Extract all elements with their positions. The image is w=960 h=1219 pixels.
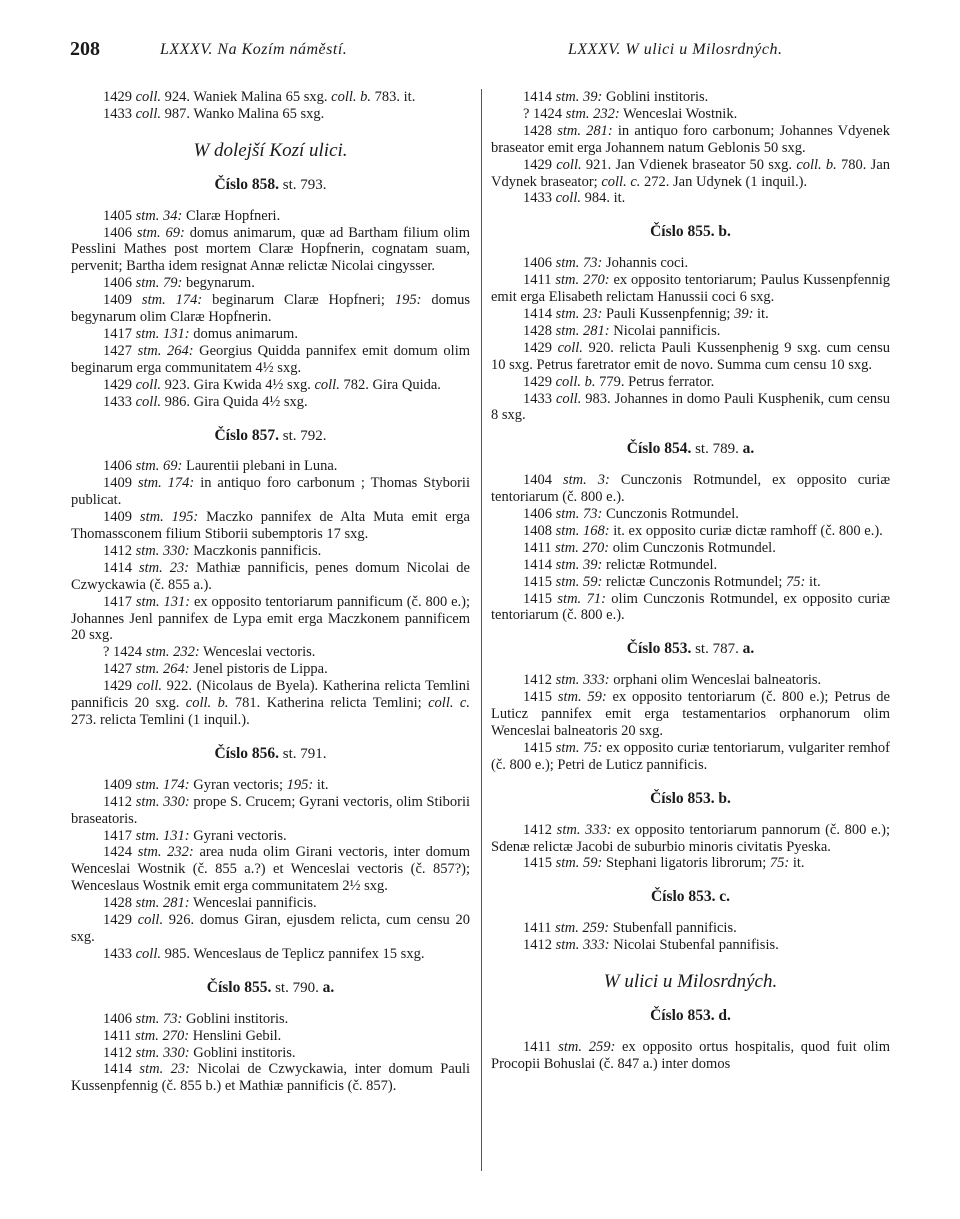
entry-text: relictæ Rotmundel. [602,556,718,573]
entry-source-ref: stm. 333: [555,672,610,689]
entry-source-ref: coll. b. [796,156,837,173]
register-entry [71,794,470,828]
entry-text: 1429 [103,912,138,929]
register-entry [71,509,470,543]
entry-source-ref: stm. 59: [555,855,603,872]
entry-text: 1406 [523,506,556,523]
entry-text: 781. Katherina relicta Temlini; [228,695,429,712]
register-entry [71,475,470,509]
house-number-heading [491,889,890,906]
entry-text: 1433 [103,105,136,122]
entry-text: Maczko pannifex de Alta Muta emit erga Thomassconem filium Stiborii subemptoris 17 sxg. [71,509,470,543]
entry-source-ref: stm. 333: [556,821,612,838]
entry-text: ex opposito tentoriarum pannorum (č. 800 e.); Sdenæ relictæ Jacobi de suburbio minoris civitatis Pyeska. [491,821,890,855]
old-number: st. 793. [279,176,327,193]
register-entry [71,394,470,411]
entry-source-ref: stm. 3: [563,472,610,489]
entry-text: 985. Wenceslaus de Teplicz pannifex 15 sxg. [161,945,425,962]
entry-text: Nicolai Stubenfal pannifisis. [609,937,779,954]
entry-source-ref: coll. [135,393,161,410]
register-entry [491,591,890,625]
register-entry [71,377,470,394]
entry-source-ref: stm. 270: [555,272,610,289]
entry-text: 924. Waniek Malina 65 sxg. [161,89,332,105]
entry-text: 1411 [103,1027,136,1044]
entry-text: 1429 [523,156,557,173]
entry-text: 1412 [523,821,557,838]
entry-text: 1424 [103,844,138,861]
entry-source-ref: 195: [394,292,422,309]
register-entry [71,106,470,123]
entry-text: 920. relicta Pauli Kussenphenig 9 sxg. cum censu 10 sxg. Petrus faretrator emit de novo. Summa cum censu 10 sxg. [491,339,890,373]
running-header [0,38,960,68]
entry-source-ref: stm. 79: [135,275,183,292]
entry-text: 1412 [523,937,556,954]
house-number: Číslo 855. [206,978,272,996]
entry-text: 1414 [103,559,140,576]
entry-text: ex opposito ortus hospitalis, quod fuit olim Procopii Bohuslai (č. 847 a.) inter domos [491,1038,890,1072]
entry-text: beginarum Claræ Hopfneri; [202,292,395,309]
register-entry [71,560,470,594]
entry-text: 1414 [523,556,556,573]
entry-source-ref: coll. b. [185,695,229,712]
entry-text: Pauli Kussenpfennig; [602,305,735,322]
register-entry [491,272,890,306]
entry-text: 923. Gira Kwida 4½ sxg. [161,376,315,393]
entry-source-ref: stm. 73: [555,255,603,272]
entry-text: Cunczonis Rotmundel, ex opposito curiæ tentoriarum (č. 800 e.). [491,472,890,506]
register-entry [491,523,890,540]
entry-text: 1428 [523,322,556,339]
entry-source-ref: stm. 59: [557,689,607,706]
register-entry [71,594,470,645]
entry-source-ref: stm. 232: [565,105,620,122]
entry-source-ref: stm. 71: [557,590,606,607]
entry-text: 1409 [103,509,140,526]
entry-text: Georgius Quidda pannifex emit domum olim beginarum erga communitatem 4½ sxg. [71,342,470,376]
entry-text: 1417 [103,827,136,844]
entry-text: 1411 [523,920,556,937]
entry-source-ref: coll. [135,376,161,393]
entry-text: 1429 [523,339,558,356]
entry-text: 1428 [103,895,136,912]
old-number: st. 787. [691,641,743,658]
entry-text: 1406 [103,224,137,241]
register-entry [491,255,890,272]
entry-source-ref: stm. 69: [135,458,183,475]
entry-source-ref: coll. [135,105,161,122]
entry-text: 1429 [103,678,137,695]
entry-text: Claræ Hopfneri. [182,207,281,224]
register-entry [71,343,470,377]
entry-source-ref: stm. 232: [145,644,200,661]
register-entry [71,326,470,343]
register-entry [71,275,470,292]
entry-text: 984. it. [581,190,626,207]
house-number-heading [491,441,890,458]
entry-text: 1433 [103,393,136,410]
entry-source-ref: stm. 174: [135,776,190,793]
register-entry [491,1039,890,1073]
entry-source-ref: stm. 23: [139,559,190,576]
register-entry [491,689,890,740]
register-entry [71,777,470,794]
entry-text: in antiquo foro carbonum ; Thomas Styborii publicat. [71,475,470,509]
entry-source-ref: stm. 330: [135,542,190,559]
entry-text: 1415 [523,739,556,756]
entry-text: Stubenfall pannificis. [609,920,737,937]
entry-text: ? 1424 [523,105,566,122]
house-number: Číslo 853. [650,789,715,807]
register-entry [491,391,890,425]
entry-text: 1433 [523,190,556,207]
entry-text: Goblini institoris. [182,1010,289,1027]
entry-text: Johannis coci. [602,255,689,272]
house-suffix: a. [742,640,755,658]
column-divider [481,89,482,1171]
entry-text: olim Cunczonis Rotmundel, ex opposito curiæ tentoriarum (č. 800 e.). [491,590,891,624]
register-entry [71,644,470,661]
entry-text: Wenceslai Wostnik. [619,105,738,122]
entry-text: ex opposito curiæ tentoriarum, vulgariter remhof (č. 800 e.); Petri de Luticz pannificis. [491,739,891,773]
entry-text: it. [753,305,769,322]
entry-text: Goblini institoris. [189,1044,296,1061]
register-entry [71,912,470,946]
entry-text: 273. relicta Temlini (1 inquil.). [71,712,250,728]
entry-text: it. ex opposito curiæ dictæ ramhoff (č. 800 e.). [609,522,883,539]
page-number: 208 [70,38,100,60]
entry-source-ref: coll. [555,390,582,407]
entry-source-ref: stm. 259: [555,920,610,937]
entry-source-ref: stm. 174: [137,475,195,492]
entry-source-ref: coll. [314,376,340,393]
entry-source-ref: coll. c. [428,695,470,712]
entry-text: prope S. Crucem; Gyrani vectoris, olim Stiborii braseatoris. [71,793,470,827]
entry-text: 1411 [523,1038,559,1055]
street-heading: W dolejší Kozí ulici. [193,139,348,161]
entry-text: Wenceslai vectoris. [199,644,316,661]
entry-source-ref: stm. 131: [135,827,190,844]
house-number-heading [491,641,890,658]
entry-source-ref: 39: [734,305,754,322]
entry-text: 986. Gira Quida 4½ sxg. [161,393,308,410]
entry-source-ref: stm. 195: [139,509,199,526]
entry-text: 1412 [103,542,136,559]
entry-source-ref: stm. 281: [555,322,610,339]
entry-source-ref: stm. 270: [555,539,610,556]
entry-source-ref: stm. 73: [555,506,603,523]
old-number: st. 792. [279,427,327,444]
entry-text: 983. Johannes in domo Pauli Kusphenik, cum censu 8 sxg. [491,390,890,424]
entry-source-ref: stm. 59: [555,573,603,590]
old-number: st. 789. [691,441,743,458]
register-entry [491,672,890,689]
entry-text: 922. (Nicolaus de Byela). Katherina relicta Temlini pannificis 20 sxg. [71,678,471,712]
entry-text: Goblini institoris. [602,89,709,105]
entry-text: 1404 [523,472,563,489]
entry-source-ref: stm. 259: [558,1038,616,1055]
entry-text: it. [789,855,805,872]
register-entry [71,661,470,678]
house-number-heading [491,1008,890,1025]
register-entry [491,540,890,557]
entry-text: area nuda olim Girani vectoris, inter domum Wenceslai Wostnik (č. 855 a.?) et Wenceslai vectoris (č. 857?); Wenceslaus Wostnik emit erga communitatem 2½ sxg. [71,844,470,895]
entry-text: 1417 [103,593,136,610]
house-number-heading [71,980,470,997]
entry-source-ref: stm. 34: [135,207,183,224]
register-entry [71,89,470,106]
entry-text: begynarum. [182,275,255,292]
register-entry [491,89,890,106]
entry-text: 1433 [103,945,136,962]
register-entry [71,1061,470,1095]
register-entry [71,1011,470,1028]
entry-source-ref: stm. 73: [135,1010,183,1027]
register-entry [71,828,470,845]
register-entry [491,123,890,157]
house-number: Číslo 856. [214,744,280,762]
entry-text: 1429 [523,373,556,390]
house-suffix: a. [322,978,335,996]
entry-source-ref: stm. 39: [555,89,603,105]
entry-text: orphani olim Wenceslai balneatoris. [609,672,822,689]
entry-text: 1409 [103,292,142,309]
house-number: Číslo 858. [214,175,280,193]
entry-text: Maczkonis pannificis. [189,542,322,559]
entry-source-ref: stm. 69: [136,224,185,241]
entry-source-ref: stm. 270: [135,1027,190,1044]
house-suffix: b. [718,789,731,807]
running-head-left: LXXXV. Na Kozím náměstí. [160,41,348,58]
register-entry [71,844,470,895]
entry-text: Laurentii plebani in Luna. [182,458,338,475]
register-entry [491,740,890,774]
entry-source-ref: stm. 330: [135,793,190,810]
entry-source-ref: stm. 75: [555,739,603,756]
register-entry [491,472,890,506]
entry-text: relictæ Cunczonis Rotmundel; [602,573,787,590]
register-entry [491,190,890,207]
entry-text: 779. Petrus ferrator. [595,373,715,390]
house-number-heading [71,746,470,763]
house-suffix: d. [718,1006,731,1024]
entry-text: 1414 [103,1061,140,1078]
house-number: Číslo 853. [650,1006,715,1024]
old-number: st. 790. [271,979,323,996]
entry-text: olim Cunczonis Rotmundel. [609,539,776,556]
entry-source-ref: coll. c. [601,173,641,190]
entry-text: 1406 [523,255,556,272]
house-number: Číslo 855. [650,223,715,241]
entry-source-ref: coll. [556,156,582,173]
register-entry [71,208,470,225]
register-entry [491,106,890,123]
register-entry [491,157,890,191]
entry-text: 1414 [523,89,556,105]
entry-source-ref: stm. 131: [135,325,190,342]
entry-text: 1429 [103,376,136,393]
entry-text: 1412 [103,1044,136,1061]
entry-text: Mathiæ pannificis, penes domum Nicolai de Czwyckawia (č. 855 a.). [71,559,470,593]
entry-text: Gyrani vectoris. [189,827,287,844]
entry-text: 1409 [103,776,136,793]
entry-text: it. [805,573,821,590]
entry-source-ref: stm. 168: [555,522,610,539]
entry-text: Cunczonis Rotmundel. [602,506,739,523]
entry-text: 1412 [523,672,556,689]
register-entry [71,895,470,912]
entry-source-ref: coll. [555,190,581,207]
entry-text: 1433 [523,390,556,407]
entry-text: ex opposito tentoriarum; Paulus Kussenpfennig emit erga Elisabeth relictam Hanussii coci 6 sxg. [491,272,890,306]
entry-text: Nicolai pannificis. [609,322,721,339]
register-entry [491,340,890,374]
entry-source-ref: stm. 131: [135,593,191,610]
entry-source-ref: 75: [769,855,790,872]
entry-source-ref: stm. 39: [555,556,603,573]
entry-text: 1417 [103,325,136,342]
entry-source-ref: 75: [786,573,806,590]
entry-text: 1406 [103,1010,136,1027]
entry-text: 921. Jan Vdienek braseator 50 sxg. [581,156,797,173]
register-entry [71,946,470,963]
entry-text: ? 1424 [103,644,146,661]
register-entry [71,678,470,729]
entry-text: 1411 [523,272,556,289]
old-number: st. 791. [279,745,327,762]
entry-source-ref: stm. 264: [137,342,194,359]
entry-text: Stephani ligatoris librorum; [602,855,770,872]
entry-text: Henslini Gebil. [189,1027,282,1044]
entry-text: 1415 [523,855,556,872]
entry-source-ref: stm. 264: [135,661,190,678]
register-entry [491,323,890,340]
running-head-right: LXXXV. W ulici u Milosrdných. [568,41,783,58]
house-suffix: c. [719,888,731,906]
street-heading: W ulici u Milosrdných. [603,971,778,993]
entry-source-ref: coll. b. [331,89,372,105]
entry-text: domus begynarum olim Claræ Hopfnerin. [71,292,471,326]
entry-text: 1405 [103,207,136,224]
register-entry [71,225,470,276]
entry-source-ref: stm. 232: [137,844,194,861]
entry-text: 782. Gira Quida. [339,376,441,393]
house-suffix: b. [718,223,731,241]
entry-text: domus animarum, quæ ad Bartham filium olim Pesslini Mathes post mortem Claræ Hopfnerin, cognatam suam, pervenit; Bartha idem resignat Annæ relictæ Nicolai cingysser. [71,224,470,275]
entry-text: ex opposito tentoriarum pannificum (č. 800 e.); Johannes Jenl pannifex de Lypa emit erga Maczkonem pannificem 20 sxg. [71,593,471,644]
register-entry [491,306,890,323]
entry-text: 1415 [523,573,556,590]
entry-text: 1428 [523,122,558,139]
entry-source-ref: coll. b. [555,373,596,390]
register-entry [71,543,470,560]
register-entry [71,1045,470,1062]
entry-source-ref: 195: [286,776,314,793]
entry-text: 1429 [103,89,136,105]
register-entry [491,574,890,591]
register-entry [491,374,890,391]
entry-text: Gyran vectoris; [189,776,287,793]
house-number: Číslo 853. [626,640,692,658]
entry-source-ref: stm. 174: [141,292,203,309]
house-number-heading [71,177,470,194]
house-number-heading [491,224,890,241]
entry-text: 780. Jan Vdynek braseator; [491,156,891,190]
entry-text: 1415 [523,689,558,706]
register-entry [491,557,890,574]
right-column [491,89,890,1073]
entry-text: Nicolai de Czwyckawia, inter domum Pauli Kussenpfennig (č. 855 b.) et Mathiæ pannificis (č. 857). [71,1061,470,1095]
entry-text: it. [313,776,329,793]
entry-source-ref: stm. 330: [135,1044,190,1061]
register-entry [491,920,890,937]
entry-text: 1406 [103,275,136,292]
entry-text: 1412 [103,793,136,810]
register-entry [491,937,890,954]
entry-text: 1414 [523,305,556,322]
entry-source-ref: stm. 23: [555,305,603,322]
house-number-heading [491,791,890,808]
entry-text: 1427 [103,661,136,678]
entry-text: 1408 [523,522,556,539]
entry-source-ref: stm. 281: [557,122,613,139]
house-number: Číslo 857. [214,426,280,444]
house-number: Číslo 853. [650,888,716,906]
entry-source-ref: stm. 23: [139,1061,190,1078]
house-suffix: a. [742,440,755,458]
entry-text: 926. domus Giran, ejusdem relicta, cum censu 20 sxg. [71,912,470,945]
entry-text: 1427 [103,342,138,359]
house-number-heading [71,428,470,445]
entry-text: ex opposito tentoriarum (č. 800 e.); Petrus de Luticz pannifex emit erga testamentarios orphanorum olim Wenceslai balneatoris 20 sxg. [491,689,890,739]
entry-text: 1415 [523,590,558,607]
register-entry [71,1028,470,1045]
entry-text: 1411 [523,539,556,556]
house-number: Číslo 854. [626,440,692,458]
left-column [71,89,470,1095]
entry-source-ref: coll. [136,678,162,695]
entry-text: in antiquo foro carbonum; Johannes Vdyenek braseator emit erga Johannem natum Geblonis 50 sxg. [491,122,890,156]
entry-text: domus animarum. [189,325,298,342]
entry-text: 987. Wanko Malina 65 sxg. [161,105,325,122]
entry-source-ref: stm. 333: [555,937,610,954]
entry-source-ref: coll. [135,945,161,962]
entry-text: Wenceslai pannificis. [189,895,317,912]
entry-text: 783. it. [371,89,416,105]
register-entry [71,458,470,475]
register-entry [491,822,890,856]
entry-source-ref: coll. [137,912,164,929]
entry-text: 272. Jan Udynek (1 inquil.). [640,173,808,190]
entry-source-ref: coll. [135,89,161,105]
entry-text: Jenel pistoris de Lippa. [189,661,328,678]
entry-source-ref: stm. 281: [135,895,190,912]
entry-text: 1409 [103,475,138,492]
register-entry [491,855,890,872]
register-entry [491,506,890,523]
register-entry [71,292,470,326]
entry-text: 1406 [103,458,136,475]
entry-source-ref: coll. [557,339,583,356]
